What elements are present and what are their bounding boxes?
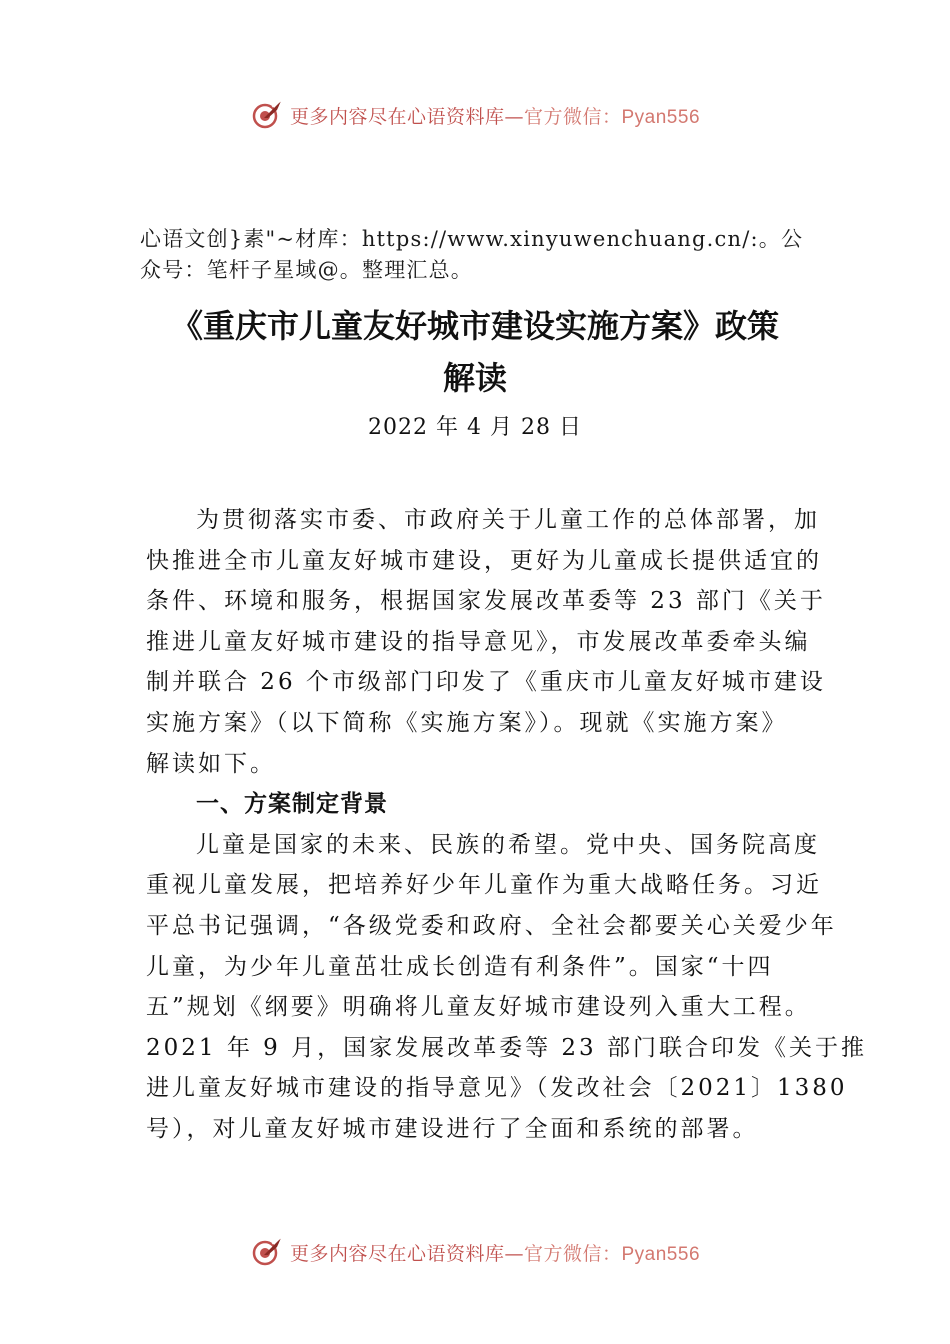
- document-title: [100, 300, 850, 404]
- quill-logo-icon: [250, 98, 284, 132]
- banner-main-text: 更多内容尽在心语资料库: [289, 105, 505, 128]
- paragraph-line: 儿童是国家的未来、民族的希望。党中央、国务院高度: [196, 831, 820, 858]
- source-note-line-1: 心语文创}素"~材库：https://www.xinyuwenchuang.cn/:。公: [140, 227, 804, 251]
- paragraph-line: 为贯彻落实市委、市政府关于儿童工作的总体部署，加: [196, 507, 820, 533]
- quill-logo-icon: [250, 1235, 284, 1269]
- paragraph-line: 推进儿童友好城市建设的指导意见》，市发展改革委牵头编: [146, 628, 811, 655]
- paragraph-line: 进儿童友好城市建设的指导意见》（发改社会〔2021〕1380: [146, 1075, 848, 1102]
- paragraph-line: 实施方案》（以下简称《实施方案》）。现就《实施方案》: [146, 709, 788, 736]
- paragraph-line: 条件、环境和服务，根据国家发展改革委等 23 部门《关于: [146, 588, 826, 615]
- paragraph-line: 快推进全市儿童友好城市建设，更好为儿童成长提供适宜的: [146, 547, 822, 574]
- source-note: [140, 224, 830, 286]
- paragraph-intro: [146, 500, 826, 784]
- source-note-line-2: 众号：笔杆子星域@。整理汇总。: [140, 258, 473, 282]
- banner-account: Pyan556: [621, 1243, 701, 1265]
- banner-main-text: 更多内容尽在心语资料库: [289, 1242, 505, 1265]
- banner-sub-text: 官方微信：: [523, 105, 622, 128]
- document-body: [146, 500, 867, 1150]
- paragraph-line: 重视儿童发展，把培养好少年儿童作为重大战略任务。习近: [146, 872, 822, 899]
- paragraph-line: 号），对儿童友好城市建设进行了全面和系统的部署。: [146, 1115, 759, 1142]
- paragraph-line: 解读如下。: [146, 750, 276, 777]
- footer-banner: [0, 1232, 950, 1272]
- paragraph-line: 儿童，为少年儿童茁壮成长创造有利条件”。国家“十四: [146, 953, 774, 980]
- paragraph-line: 五”规划《纲要》明确将儿童友好城市建设列入重大工程。: [146, 994, 811, 1021]
- paragraph-line: 2021 年 9 月，国家发展改革委等 23 部门联合印发《关于推: [146, 1034, 867, 1061]
- banner-sub-text: 官方微信：: [523, 1242, 622, 1265]
- title-line-2: 解读: [442, 359, 507, 397]
- paragraph-background: [146, 825, 867, 1150]
- banner-text: [290, 102, 700, 129]
- section-heading: 一、方案制定背景: [196, 791, 388, 818]
- title-line-1: 《重庆市儿童友好城市建设实施方案》政策: [170, 307, 779, 345]
- banner-dash: —: [504, 105, 524, 128]
- document-date: 2022 年 4 月 28 日: [368, 415, 582, 440]
- paragraph-line: 平总书记强调，“各级党委和政府、全社会都要关心关爱少年: [146, 912, 837, 939]
- banner-dash: —: [504, 1242, 524, 1265]
- paragraph-line: 制并联合 26 个市级部门印发了《重庆市儿童友好城市建设: [146, 669, 826, 696]
- header-banner: [0, 95, 950, 135]
- banner-account: Pyan556: [621, 106, 701, 128]
- banner-text: [290, 1239, 700, 1266]
